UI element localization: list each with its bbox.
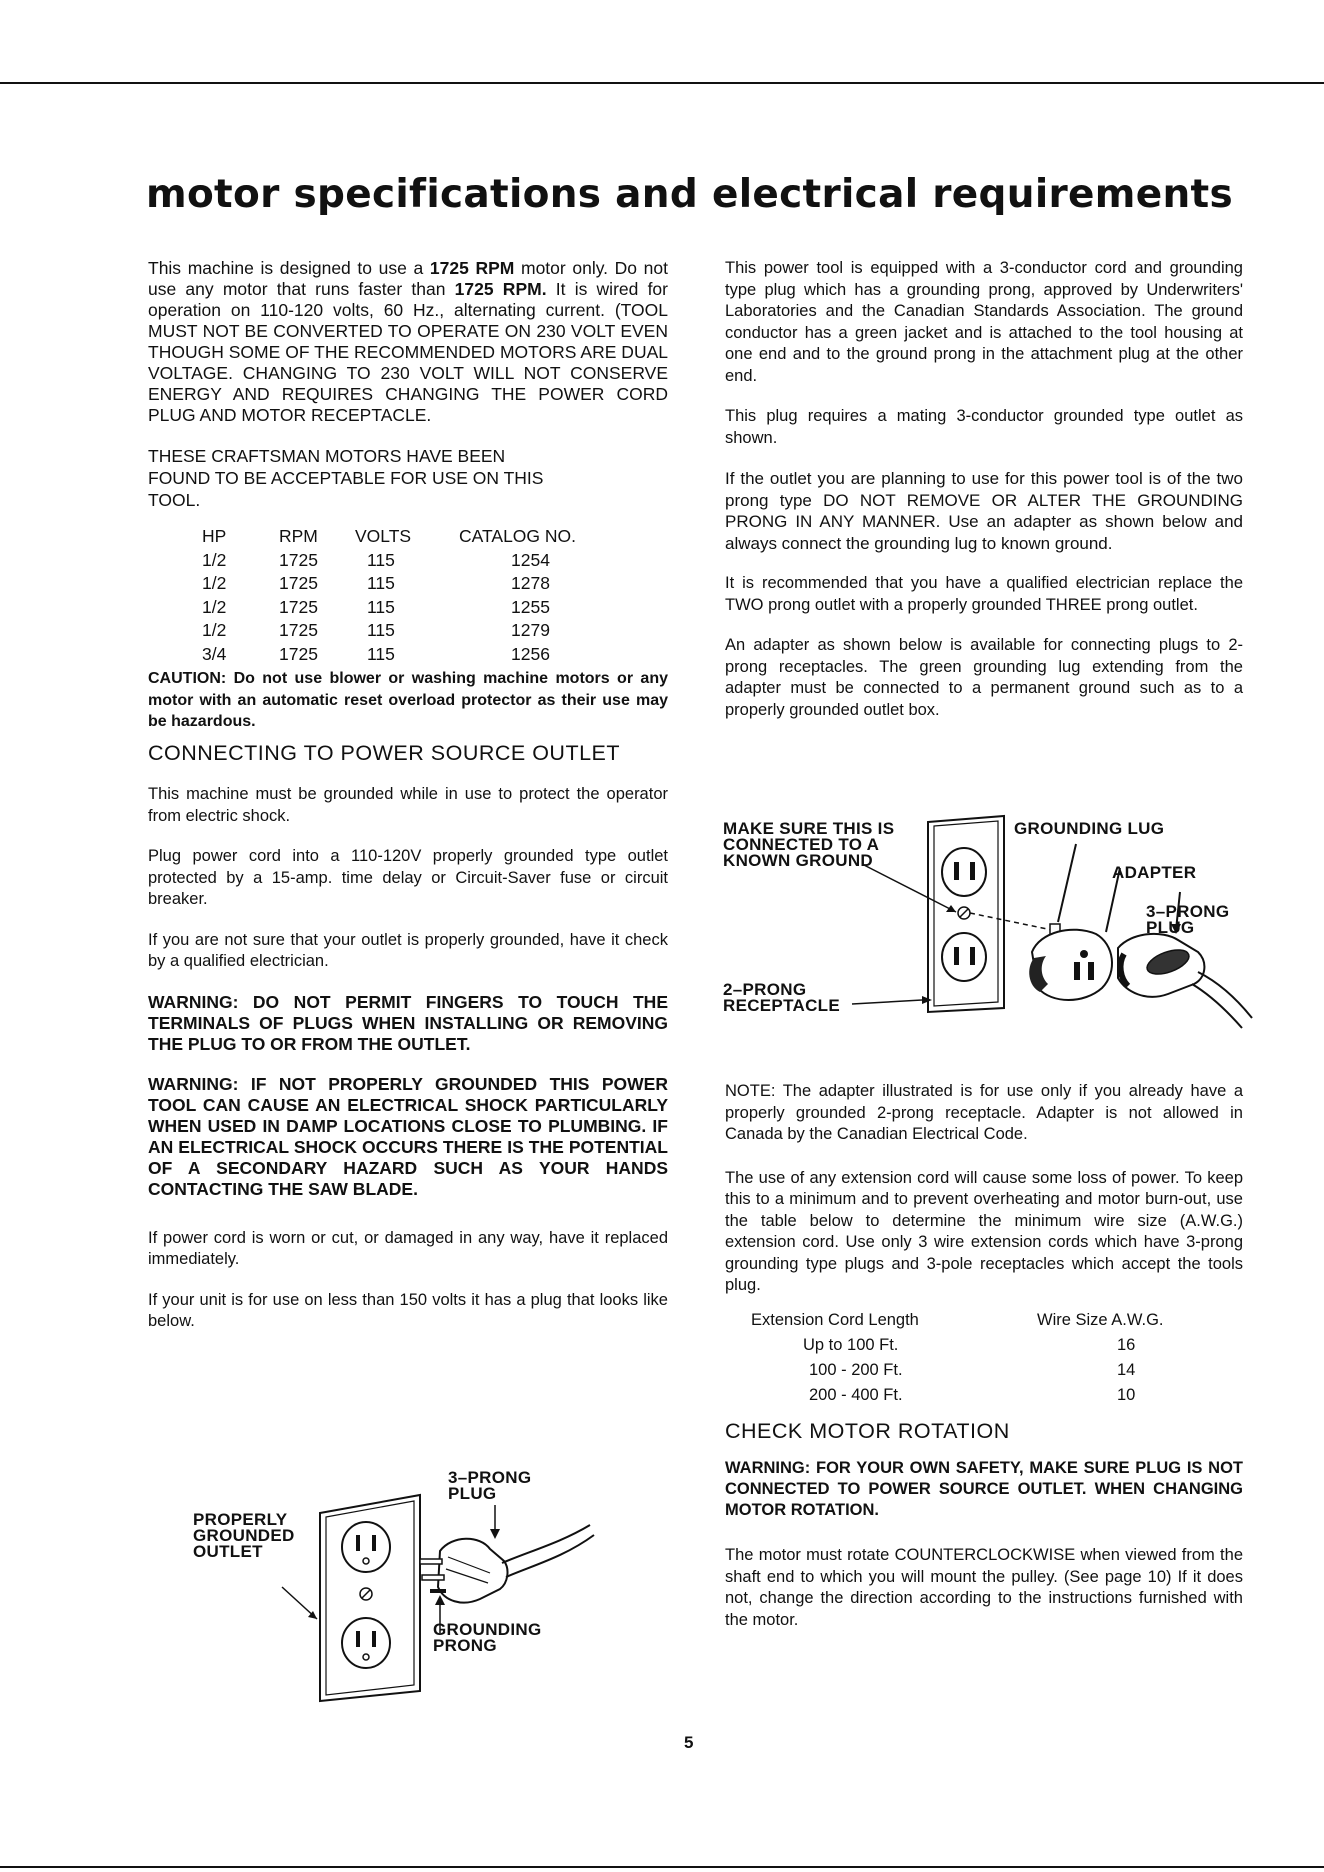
make-sure-ground-label: MAKE SURE THIS IS CONNECTED TO A KNOWN GROUND	[723, 819, 895, 870]
three-prong-plug-label-right: 3–PRONG PLUG	[1146, 902, 1230, 937]
extension-table	[751, 1309, 1164, 1409]
adapter-label: ADAPTER	[1112, 863, 1197, 882]
table-row: 3/4 1725 115 1256	[202, 643, 550, 664]
grounding-lug-label: GROUNDING LUG	[1014, 819, 1165, 838]
two-prong-receptacle-label: 2–PRONG RECEPTACLE	[723, 980, 840, 1015]
top-rule	[0, 82, 1324, 84]
adapter-figure	[722, 812, 1262, 1052]
adapter-paragraph: An adapter as shown below is available for connecting plugs to 2-prong receptacles. The green grounding lug extending from the adapter must be connected to a permanent ground such as to a properly grounded outlet box.	[725, 636, 1243, 719]
col-volts: VOLTS	[355, 526, 412, 546]
table-row: 1/2 1725 115 1254	[202, 549, 550, 570]
grounded-outlet-illustration	[190, 1465, 610, 1715]
check-rotation-heading: CHECK MOTOR ROTATION	[725, 1418, 1010, 1443]
grounded-paragraph: This machine must be grounded while in use to protect the operator from electric shock.	[148, 785, 668, 825]
page-title: motor specifications and electrical requirements	[146, 172, 1233, 217]
two-prong-paragraph: If the outlet you are planning to use for this power tool is of the two prong type DO NOT REMOVE OR ALTER THE GROUNDING PRONG IN ANY MANNER. Use an adapter as shown below and always connect the grounding lug to known ground.	[725, 469, 1243, 553]
bottom-rule	[0, 1866, 1324, 1868]
col-hp: HP	[202, 526, 227, 546]
table-row: 1/2 1725 115 1255	[202, 596, 550, 617]
extension-table-header	[751, 1309, 1164, 1334]
col-rpm: RPM	[279, 526, 318, 546]
table-row: 100 - 200 Ft. 14	[809, 1361, 1136, 1380]
warning-grounding: WARNING: IF NOT PROPERLY GROUNDED THIS POWER TOOL CAN CAUSE AN ELECTRICAL SHOCK PARTICULARLY WHEN USED IN DAMP LOCATIONS CLOSE TO PLUMBING. IF AN ELECTRICAL SHOCK OCCURS THERE IS THE POTENTIAL OF A SECONDARY HAZARD SUCH AS YOUR HANDS CONTACTING THE SAW BLADE.	[148, 1073, 668, 1199]
worn-cord-paragraph: If power cord is worn or cut, or damaged in any way, have it replaced immediately.	[148, 1228, 668, 1268]
plug-paragraph: Plug power cord into a 110-120V properly grounded type outlet protected by a 15-amp. time delay or Circuit-Saver fuse or circuit breaker.	[148, 847, 668, 908]
col-wire-size: Wire Size A.W.G.	[1037, 1311, 1164, 1330]
table-row: 1/2 1725 115 1278	[202, 573, 550, 593]
col-cord-length: Extension Cord Length	[751, 1311, 919, 1330]
extension-paragraph: The use of any extension cord will cause some loss of power. To keep this to a minimum and to prevent overheating and motor burn-out, use the table below to determine the minimum wire size (A.W.G.) extension cord. Use only 3 wire extension cords which have 3-prong grounding type plugs and 3-pole receptacles which accept the tools plug.	[725, 1168, 1243, 1294]
grounding-prong-label: GROUNDING PRONG	[433, 1620, 542, 1655]
left-column	[148, 258, 668, 1352]
caution-text: CAUTION: Do not use blower or washing machine motors or any motor with an automatic reset overload protector as their use may be hazardous.	[148, 670, 668, 730]
motor-intro-paragraph: This machine is designed to use a 1725 RPM motor only. Do not use any motor that runs faster than 1725 RPM. It is wired for operation on 110-120 volts, 60 Hz., alternating current. (TOOL MUST NOT BE CONVERTED TO OPERATE ON 230 VOLT EVEN THOUGH SOME OF THE RECOMMENDED MOTORS ARE DUAL VOLTAGE. CHANGING TO 230 VOLT WILL NOT CONSERVE ENERGY AND REQUIRES CHANGING THE POWER CORD PLUG AND MOTOR RECEPTACLE.	[148, 258, 669, 425]
properly-grounded-outlet-label: PROPERLY GROUNDED OUTLET	[193, 1510, 295, 1561]
adapter-note: NOTE: The adapter illustrated is for use only if you already have a properly grounded 2-prong receptacle. Adapter is not allowed in Canada by the Canadian Electrical Code.	[725, 1082, 1243, 1143]
grounded-outlet-figure	[190, 1465, 610, 1715]
page-number: 5	[684, 1733, 694, 1752]
under-150-volts-paragraph: If your unit is for use on less than 150 volts it has a plug that looks like below.	[148, 1290, 668, 1330]
col-catalog: CATALOG NO.	[459, 526, 577, 546]
table-row: Up to 100 Ft. 16	[803, 1336, 1136, 1355]
motors-acceptable-text: THESE CRAFTSMAN MOTORS HAVE BEEN FOUND TO BE ACCEPTABLE FOR USE ON THIS TOOL.	[148, 446, 544, 510]
three-prong-plug-label: 3–PRONG PLUG	[448, 1468, 532, 1503]
table-row: 1/2 1725 115 1279	[202, 620, 550, 640]
warning-fingers: WARNING: DO NOT PERMIT FINGERS TO TOUCH THE TERMINALS OF PLUGS WHEN INSTALLING OR REMOVING THE PLUG TO OR FROM THE OUTLET.	[148, 991, 668, 1054]
motor-table-header	[202, 525, 576, 549]
right-column-lower	[725, 1081, 1243, 1650]
recommend-paragraph: It is recommended that you have a qualified electrician replace the TWO prong outlet with a properly grounded THREE prong outlet.	[725, 574, 1243, 614]
connecting-heading: CONNECTING TO POWER SOURCE OUTLET	[148, 740, 621, 765]
warning-rotation: WARNING: FOR YOUR OWN SAFETY, MAKE SURE PLUG IS NOT CONNECTED TO POWER SOURCE OUTLET. WHEN CHANGING MOTOR ROTATION.	[725, 1459, 1243, 1519]
not-sure-paragraph: If you are not sure that your outlet is properly grounded, have it check by a qualified electrician.	[148, 930, 668, 970]
table-row: 200 - 400 Ft. 10	[809, 1386, 1136, 1405]
right-column	[725, 258, 1243, 740]
motor-table	[202, 525, 576, 666]
mating-paragraph: This plug requires a mating 3-conductor grounded type outlet as shown.	[725, 407, 1243, 447]
rotation-paragraph: The motor must rotate COUNTERCLOCKWISE when viewed from the shaft end to which you will mount the pulley. (See page 10) If it does not, change the direction according to the instructions furnished with the motor.	[725, 1546, 1243, 1629]
cord-paragraph: This power tool is equipped with a 3-conductor cord and grounding type plug which has a grounding prong, approved by Underwriters' Laboratories and the Canadian Standards Association. The ground conductor has a green jacket and is attached to the tool housing at one end and to the ground prong in the attachment plug at the other end.	[725, 259, 1243, 385]
